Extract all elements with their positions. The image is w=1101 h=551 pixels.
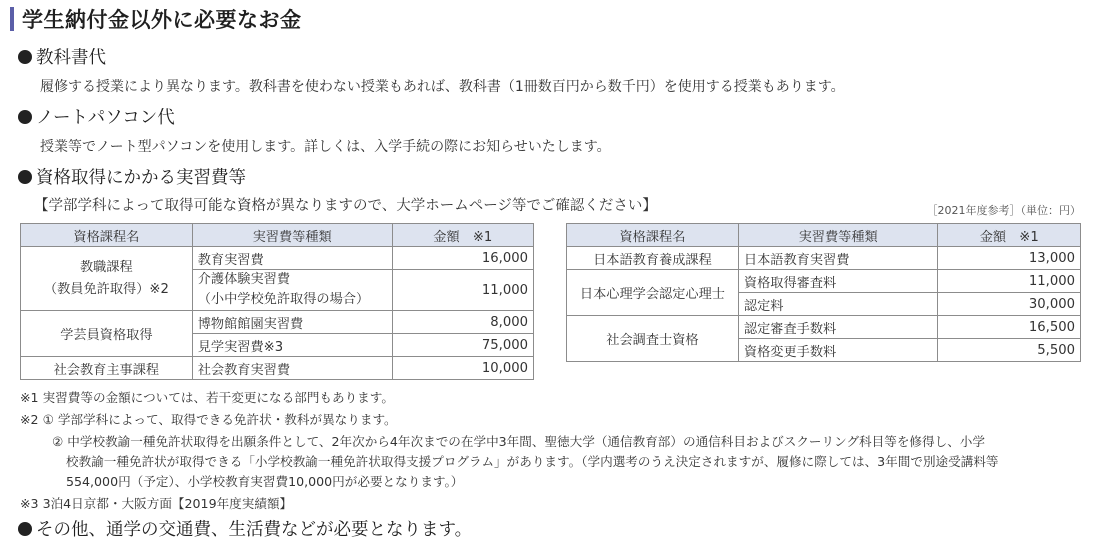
section-laptop-body: 授業等でノート型パソコンを使用します。詳しくは、入学手続の際にお知らせいたします。 bbox=[40, 139, 611, 155]
bullet-icon bbox=[18, 50, 32, 64]
table-row bbox=[21, 357, 534, 380]
amount-cell: 11,000 bbox=[938, 270, 1081, 293]
reference-unit-note: ［2021年度参考］（単位：円） bbox=[926, 204, 1081, 217]
page-title bbox=[10, 6, 302, 32]
header-amount: 金額 ※1 bbox=[938, 224, 1081, 247]
amount-cell: 16,000 bbox=[392, 247, 533, 270]
table-row bbox=[21, 247, 534, 270]
bullet-icon bbox=[18, 110, 32, 124]
course-kyoshoku: 教職課程 （教員免許取得）※2 bbox=[21, 247, 193, 311]
amount-cell: 5,500 bbox=[938, 339, 1081, 362]
table-row bbox=[21, 311, 534, 334]
course-gakugei: 学芸員資格取得 bbox=[21, 311, 193, 357]
type-cell: 介護体験実習費 （小中学校免許取得の場合） bbox=[192, 270, 392, 311]
footnote-2a: ※2 ① 学部学科によって、取得できる免許状・教科が異なります。 bbox=[20, 412, 397, 427]
section-qualification-heading: 資格取得にかかる実習費等 bbox=[18, 164, 246, 189]
closing-note: その他、通学の交通費、生活費などが必要となります。 bbox=[18, 516, 472, 541]
table-header-row bbox=[567, 224, 1081, 247]
section-textbook-heading: 教科書代 bbox=[18, 44, 106, 69]
course-chosa: 社会調査士資格 bbox=[567, 316, 739, 362]
title-accent-bar bbox=[10, 7, 14, 31]
type-cell: 日本語教育実習費 bbox=[738, 247, 938, 270]
footnote-2b-line3: 554,000円（予定）、小学校教育実習費10,000円が必要となります。） bbox=[66, 474, 464, 489]
course-shakai: 社会教育主事課程 bbox=[21, 357, 193, 380]
page-title-text: 学生納付金以外に必要なお金 bbox=[22, 8, 302, 32]
bullet-icon bbox=[18, 170, 32, 184]
type-cell: 見学実習費※3 bbox=[192, 334, 392, 357]
qualification-note: 【学部学科によって取得可能な資格が異なりますので、大学ホームページ等でご確認ください】 bbox=[34, 198, 657, 214]
course-nihongo: 日本語教育養成課程 bbox=[567, 247, 739, 270]
amount-cell: 30,000 bbox=[938, 293, 1081, 316]
table-row bbox=[567, 316, 1081, 339]
amount-cell: 16,500 bbox=[938, 316, 1081, 339]
amount-cell: 8,000 bbox=[392, 311, 533, 334]
type-cell: 資格取得審査料 bbox=[738, 270, 938, 293]
amount-cell: 75,000 bbox=[392, 334, 533, 357]
type-cell: 認定料 bbox=[738, 293, 938, 316]
header-course: 資格課程名 bbox=[21, 224, 193, 247]
bullet-icon bbox=[18, 522, 32, 536]
type-cell: 教育実習費 bbox=[192, 247, 392, 270]
left-cost-table bbox=[20, 223, 534, 380]
type-cell: 博物館館園実習費 bbox=[192, 311, 392, 334]
section-textbook-body: 履修する授業により異なります。教科書を使わない授業もあれば、教科書（1冊数百円から数千円）を使用する授業もあります。 bbox=[40, 79, 845, 95]
header-type: 実習費等種類 bbox=[192, 224, 392, 247]
amount-cell: 11,000 bbox=[392, 270, 533, 311]
section-laptop-heading: ノートパソコン代 bbox=[18, 104, 175, 129]
table-row bbox=[567, 247, 1081, 270]
footnote-3: ※3 3泊4日京都・大阪方面【2019年度実績額】 bbox=[20, 496, 293, 511]
footnote-2b-line2: 校教諭一種免許状が取得できる「小学校教諭一種免許状取得支援プログラム」があります。（学内選考のうえ決定されますが、履修に際しては、3年間で別途受講料等 bbox=[66, 454, 999, 469]
footnote-2b-line1: ② 中学校教諭一種免許状取得を出願条件として、2年次から4年次までの在学中3年間、聖徳大学（通信教育部）の通信科目およびスクーリング科目等を修得し、小学 bbox=[52, 434, 985, 449]
amount-cell: 13,000 bbox=[938, 247, 1081, 270]
table-row bbox=[567, 270, 1081, 293]
footnote-1: ※1 実習費等の金額については、若干変更になる部門もあります。 bbox=[20, 390, 394, 405]
type-cell: 社会教育実習費 bbox=[192, 357, 392, 380]
table-header-row bbox=[21, 224, 534, 247]
type-cell: 資格変更手数料 bbox=[738, 339, 938, 362]
type-cell: 認定審査手数料 bbox=[738, 316, 938, 339]
right-cost-table bbox=[566, 223, 1081, 362]
header-course: 資格課程名 bbox=[567, 224, 739, 247]
amount-cell: 10,000 bbox=[392, 357, 533, 380]
header-amount: 金額 ※1 bbox=[392, 224, 533, 247]
course-shinri: 日本心理学会認定心理士 bbox=[567, 270, 739, 316]
header-type: 実習費等種類 bbox=[738, 224, 938, 247]
